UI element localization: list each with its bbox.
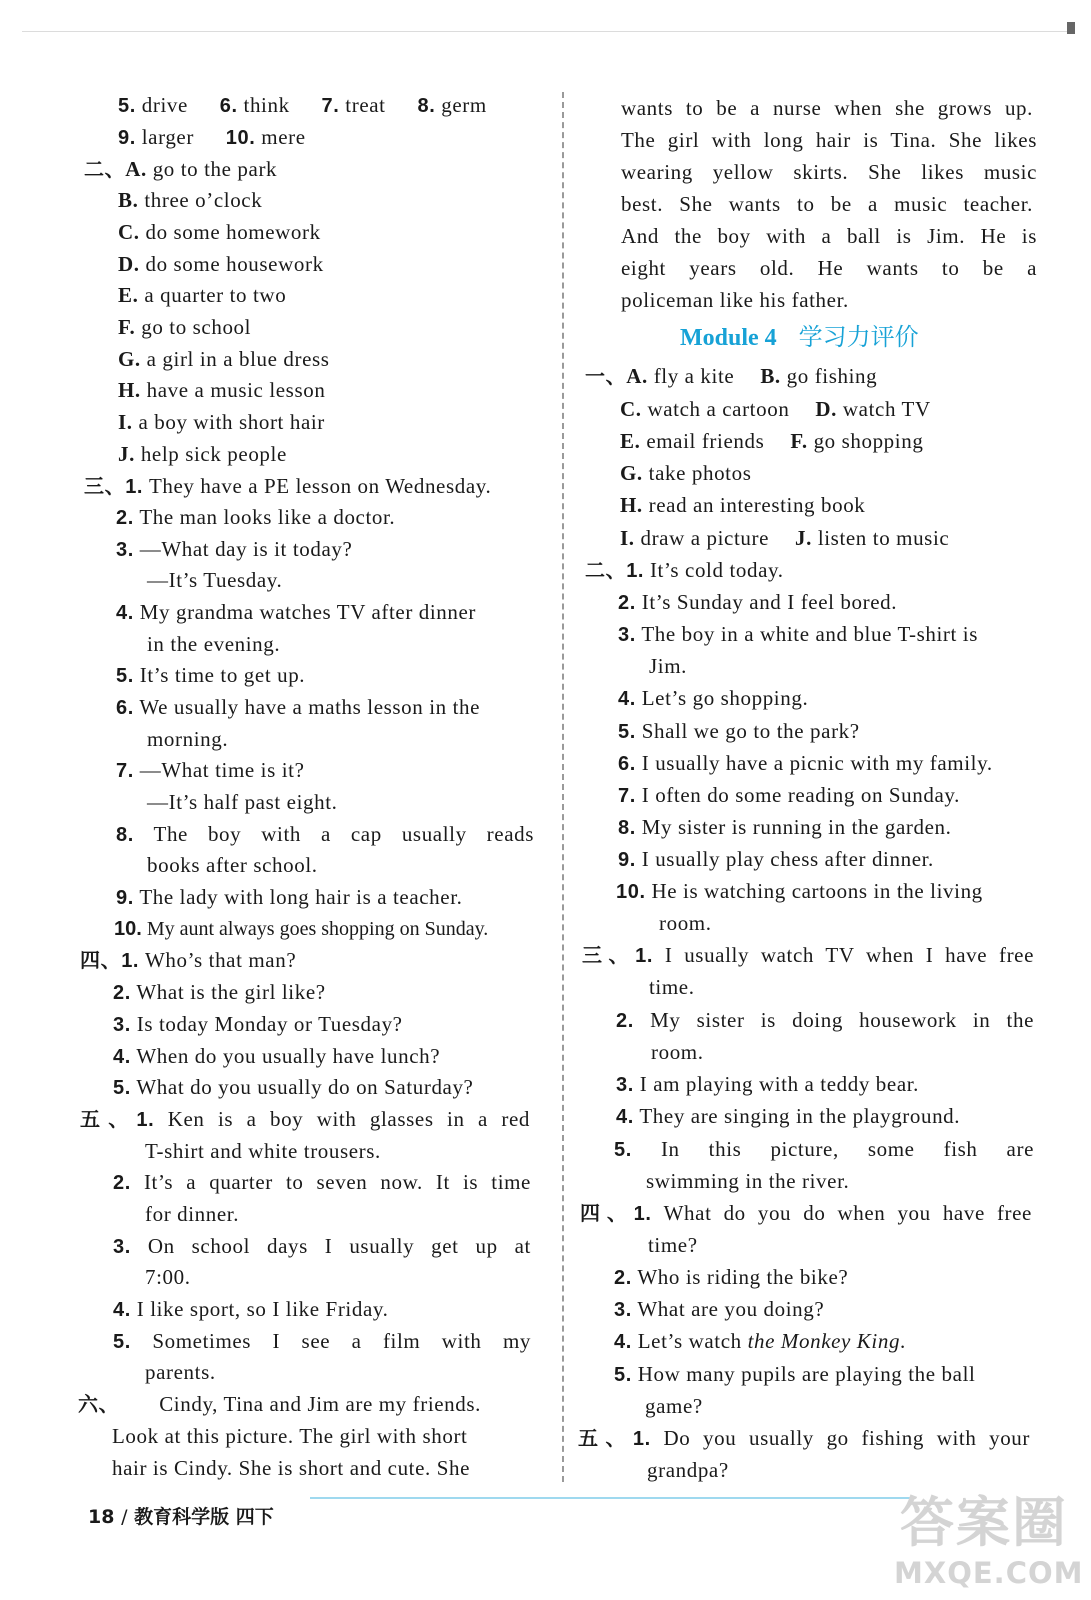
section-6-line: Look at this picture. The girl with short [112, 1424, 468, 1448]
m-section-2-line: 7. I often do some reading on Sunday. [618, 783, 960, 807]
section-4-line: 2. What is the girl like? [113, 980, 326, 1004]
section-3-line: —It’s Tuesday. [147, 568, 283, 592]
section-2-item: G. a girl in a blue dress [118, 347, 330, 371]
section-3-line: 5. It’s time to get up. [116, 663, 306, 687]
section-2-item: J. help sick people [118, 442, 287, 466]
watermark [880, 1478, 1084, 1596]
section-4-line: 四、1. Who’s that man? [80, 948, 297, 972]
m-section-1-row: H. read an interesting book [620, 493, 866, 517]
module-title: Module 4 [680, 325, 777, 351]
m-section-5-line: grandpa? [647, 1458, 729, 1482]
passage-line: And the boy with a ball is Jim. He is [621, 224, 1037, 248]
answer-line: 5. drive 6. think 7. treat 8. germ [118, 93, 487, 117]
m-section-2-line: 2. It’s Sunday and I feel bored. [618, 590, 898, 614]
m-section-1-row: E. email friends F. go shopping [620, 429, 924, 453]
section-5-line: 5. Sometimes I see a film with my [113, 1329, 532, 1353]
section-3-line: 9. The lady with long hair is a teacher. [116, 885, 463, 909]
footer-rule [310, 1497, 910, 1499]
section-5-line: 3. On school days I usually get up at [113, 1234, 531, 1258]
watermark-url: MXQE.COM [894, 1556, 1084, 1590]
m-section-4-line: 四、1. What do you do when you have free [580, 1201, 1032, 1225]
m-section-2-line: 10. He is watching cartoons in the living [616, 879, 983, 903]
section-4-line: 3. Is today Monday or Tuesday? [113, 1012, 403, 1036]
section-6-line: hair is Cindy. She is short and cute. She [112, 1456, 471, 1480]
section-3-line: in the evening. [147, 632, 281, 656]
section-2-item: F. go to school [118, 315, 252, 339]
passage-line: best. She wants to be a music teacher. [621, 192, 1033, 216]
top-rule [22, 31, 1067, 32]
m-section-2-line: 3. The boy in a white and blue T-shirt is [618, 622, 978, 646]
footer-separator: / [121, 1506, 128, 1528]
section-2-item: I. a boy with short hair [118, 410, 325, 434]
m-section-2-line: 6. I usually have a picnic with my family. [618, 751, 993, 775]
m-section-2-line: 8. My sister is running in the garden. [618, 815, 952, 839]
section-3-line: —It’s half past eight. [147, 790, 338, 814]
m-section-3-line: 3. I am playing with a teddy bear. [616, 1072, 920, 1096]
section-6-line: 六、 Cindy, Tina and Jim are my friends. [78, 1392, 481, 1416]
answer-line: 9. larger 10. mere [118, 125, 306, 149]
page-number: 18 [88, 1506, 115, 1528]
passage-line: The girl with long hair is Tina. She likes [621, 128, 1037, 152]
section-2-item: 二、A. go to the park [84, 157, 278, 181]
m-section-2-line: 5. Shall we go to the park? [618, 719, 860, 743]
section-2-item: E. a quarter to two [118, 283, 287, 307]
section-5-line: parents. [145, 1360, 216, 1384]
m-section-3-line: time. [649, 975, 695, 999]
m-section-3-line: 2. My sister is doing housework in the [616, 1008, 1035, 1032]
m-section-4-line: 4. Let’s watch the Monkey King. [614, 1329, 906, 1353]
section-5-line: for dinner. [145, 1202, 240, 1226]
section-5-line: T-shirt and white trousers. [145, 1139, 381, 1163]
section-5-line: 4. I like sport, so I like Friday. [113, 1297, 389, 1321]
m-section-1-row: 一、A. fly a kite B. go fishing [585, 364, 878, 388]
section-5-line: 2. It’s a quarter to seven now. It is time [113, 1170, 531, 1194]
m-section-2-line: 9. I usually play chess after dinner. [618, 847, 934, 871]
m-section-3-line: room. [651, 1040, 704, 1064]
passage-line: wants to be a nurse when she grows up. [621, 96, 1033, 120]
m-section-4-line: 2. Who is riding the bike? [614, 1265, 849, 1289]
m-section-4-line: 5. How many pupils are playing the ball [614, 1362, 976, 1386]
section-2-item: H. have a music lesson [118, 378, 326, 402]
m-section-2-line: Jim. [649, 654, 687, 678]
m-section-5-line: 五、1. Do you usually go fishing with your [578, 1426, 1031, 1450]
section-3-line: 8. The boy with a cap usually reads [116, 822, 534, 846]
m-section-1-row: C. watch a cartoon D. watch TV [620, 397, 931, 421]
m-section-4-line: 3. What are you doing? [614, 1297, 825, 1321]
section-4-line: 4. When do you usually have lunch? [113, 1044, 441, 1068]
m-section-3-line: swimming in the river. [646, 1169, 850, 1193]
m-section-2-line: room. [659, 911, 712, 935]
section-2-item: C. do some homework [118, 220, 321, 244]
corner-mark [1067, 22, 1075, 34]
watermark-logo-text: 答案圈 [900, 1491, 1068, 1554]
page-footer [88, 1502, 274, 1529]
section-3-line: 10. My aunt always goes shopping on Sunday. [114, 918, 489, 940]
section-3-line: 3. —What day is it today? [116, 537, 353, 561]
section-2-item: D. do some housework [118, 252, 324, 276]
section-5-line: 五、1. Ken is a boy with glasses in a red [80, 1107, 530, 1131]
m-section-3-line: 三、1. I usually watch TV when I have free [582, 943, 1035, 967]
m-section-1-row: G. take photos [620, 461, 752, 485]
section-3-line: 6. We usually have a maths lesson in the [116, 695, 481, 719]
module-heading [680, 322, 919, 353]
m-section-4-line: time? [648, 1233, 698, 1257]
column-divider [562, 92, 564, 1482]
m-section-2-line: 二、1. It’s cold today. [585, 558, 784, 582]
m-section-4-line: game? [645, 1394, 703, 1418]
passage-line: wearing yellow skirts. She likes music [621, 160, 1037, 184]
module-subtitle: 学习力评价 [798, 323, 919, 351]
passage-line: policeman like his father. [621, 288, 849, 312]
section-3-line: 7. —What time is it? [116, 758, 305, 782]
m-section-3-line: 4. They are singing in the playground. [616, 1104, 961, 1128]
section-3-line: morning. [147, 727, 229, 751]
section-5-line: 7:00. [145, 1265, 191, 1289]
section-3-line: books after school. [147, 853, 318, 877]
section-3-line: 三、1. They have a PE lesson on Wednesday. [84, 474, 492, 498]
section-2-item: B. three o’clock [118, 188, 263, 212]
section-3-line: 4. My grandma watches TV after dinner [116, 600, 477, 624]
section-4-line: 5. What do you usually do on Saturday? [113, 1075, 474, 1099]
section-3-line: 2. The man looks like a doctor. [116, 505, 396, 529]
book-edition: 教育科学版 四下 [134, 1506, 274, 1528]
m-section-3-line: 5. In this picture, some fish are [614, 1137, 1034, 1161]
m-section-1-row: I. draw a picture J. listen to music [620, 526, 950, 550]
m-section-2-line: 4. Let’s go shopping. [618, 686, 809, 710]
passage-line: eight years old. He wants to be a [621, 256, 1037, 280]
